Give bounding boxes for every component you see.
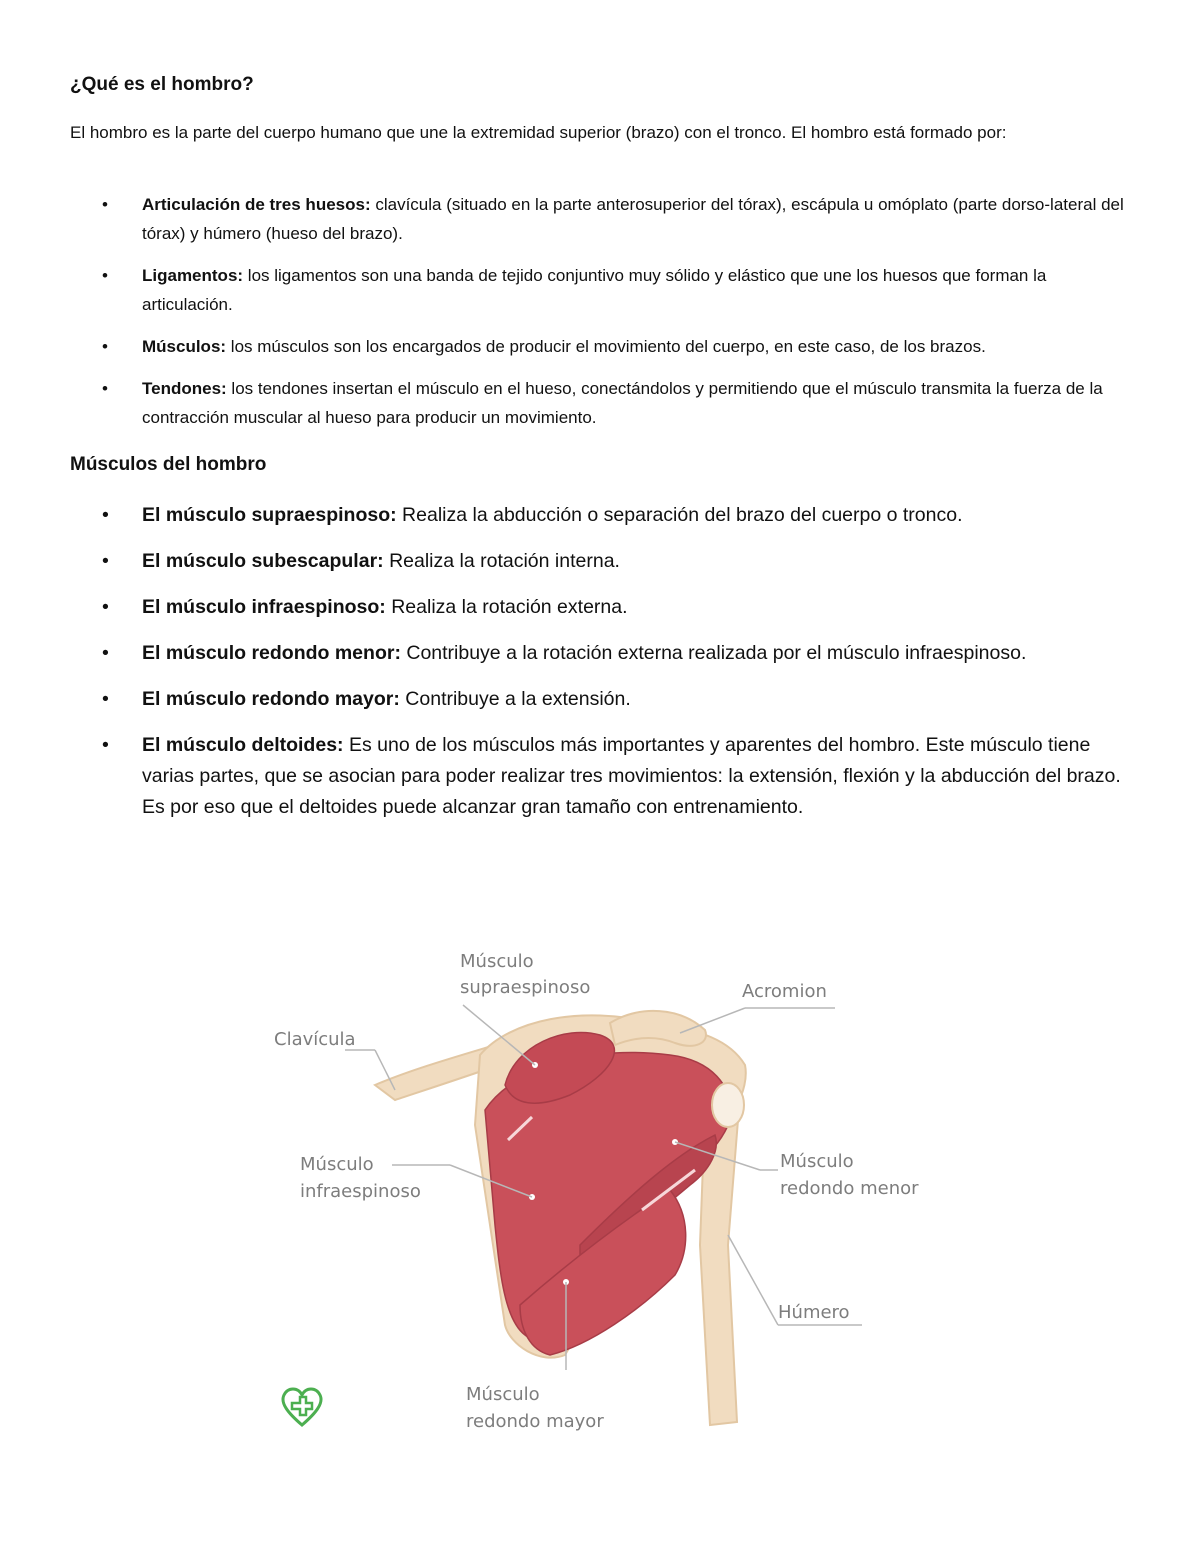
bullet-icon: • xyxy=(102,550,109,572)
list-item-text: Contribuye a la extensión. xyxy=(399,688,631,710)
list-item-term: El músculo redondo menor: xyxy=(142,642,401,664)
section-heading-hombro: ¿Qué es el hombro? xyxy=(70,74,254,95)
label-redondo-mayor-line1: Músculo xyxy=(466,1384,540,1405)
list-item-term: Músculos: xyxy=(142,337,227,356)
bullet-icon: • xyxy=(102,337,108,356)
list-item-term: El músculo infraespinoso: xyxy=(142,596,386,618)
list-item xyxy=(70,374,1135,432)
list-item-text: Realiza la rotación interna. xyxy=(383,550,620,572)
list-item xyxy=(70,730,1135,823)
humeral-head xyxy=(712,1083,744,1127)
list-item-text: Es uno de los músculos más importantes y aparentes del hombro. Este músculo tiene varias partes, que se asocian para poder realizar tres movimientos: la extensión, flexión y la abducción del brazo. Es por eso que el deltoides puede alcanzar gran tamaño con entrenamiento. xyxy=(142,734,1121,818)
bullet-icon: • xyxy=(102,266,108,285)
intro-paragraph: El hombro es la parte del cuerpo humano que une la extremidad superior (brazo) con el tronco. El hombro está formado por: xyxy=(70,123,1007,142)
shoulder-anatomy-illustration xyxy=(250,925,950,1470)
bullet-icon: • xyxy=(102,596,109,618)
bullet-icon: • xyxy=(102,688,109,710)
list-item xyxy=(70,638,1135,669)
bullet-icon: • xyxy=(102,504,109,526)
section-heading-musculos: Músculos del hombro xyxy=(70,454,267,475)
shoulder-anatomy-figure xyxy=(250,925,950,1470)
bullet-icon: • xyxy=(102,734,109,756)
bullet-icon: • xyxy=(102,642,109,664)
label-infraespinoso-line2: infraespinoso xyxy=(300,1181,421,1202)
list-item-term: El músculo deltoides: xyxy=(142,734,344,756)
components-list xyxy=(70,190,1135,445)
label-acromion: Acromion xyxy=(742,981,827,1002)
label-supraespinoso-line2: supraespinoso xyxy=(460,977,591,998)
list-item-text: clavícula (situado en la parte anterosuperior del tórax), escápula u omóplato (parte dorso-lateral del tórax) y húmero (hueso del brazo). xyxy=(142,195,1124,243)
label-supraespinoso-line1: Músculo xyxy=(460,951,534,972)
list-item xyxy=(70,684,1135,715)
label-redondo-mayor-line2: redondo mayor xyxy=(466,1411,604,1432)
bullet-icon: • xyxy=(102,379,108,398)
list-item xyxy=(70,500,1135,531)
list-item-text: Contribuye a la rotación externa realizada por el músculo infraespinoso. xyxy=(400,642,1027,664)
label-humero: Húmero xyxy=(778,1302,850,1323)
list-item-text: los tendones insertan el músculo en el hueso, conectándolos y permitiendo que el músculo transmita la fuerza de la contracción muscular al hueso para producir un movimiento. xyxy=(142,379,1103,427)
label-redondo-menor-line1: Músculo xyxy=(780,1151,854,1172)
list-item-text: los ligamentos son una banda de tejido conjuntivo muy sólido y elástico que une los huesos que forman la articulación. xyxy=(142,266,1047,314)
list-item xyxy=(70,332,1135,361)
list-item-term: El músculo supraespinoso: xyxy=(142,504,397,526)
list-item-term: Articulación de tres huesos: xyxy=(142,195,371,214)
list-item-term: Tendones: xyxy=(142,379,227,398)
list-item xyxy=(70,546,1135,577)
list-item xyxy=(70,592,1135,623)
label-clavicula: Clavícula xyxy=(274,1029,356,1050)
list-item-term: El músculo subescapular: xyxy=(142,550,384,572)
bullet-icon: • xyxy=(102,195,108,214)
list-item-term: Ligamentos: xyxy=(142,266,244,285)
list-item-term: El músculo redondo mayor: xyxy=(142,688,400,710)
list-item-text: los músculos son los encargados de producir el movimiento del cuerpo, en este caso, de los brazos. xyxy=(226,337,986,356)
list-item xyxy=(70,261,1135,319)
muscles-list xyxy=(70,500,1135,838)
label-redondo-menor-line2: redondo menor xyxy=(780,1178,919,1199)
list-item-text: Realiza la abducción o separación del brazo del cuerpo o tronco. xyxy=(396,504,963,526)
list-item-text: Realiza la rotación externa. xyxy=(385,596,628,618)
list-item xyxy=(70,190,1135,248)
label-infraespinoso-line1: Músculo xyxy=(300,1154,374,1175)
